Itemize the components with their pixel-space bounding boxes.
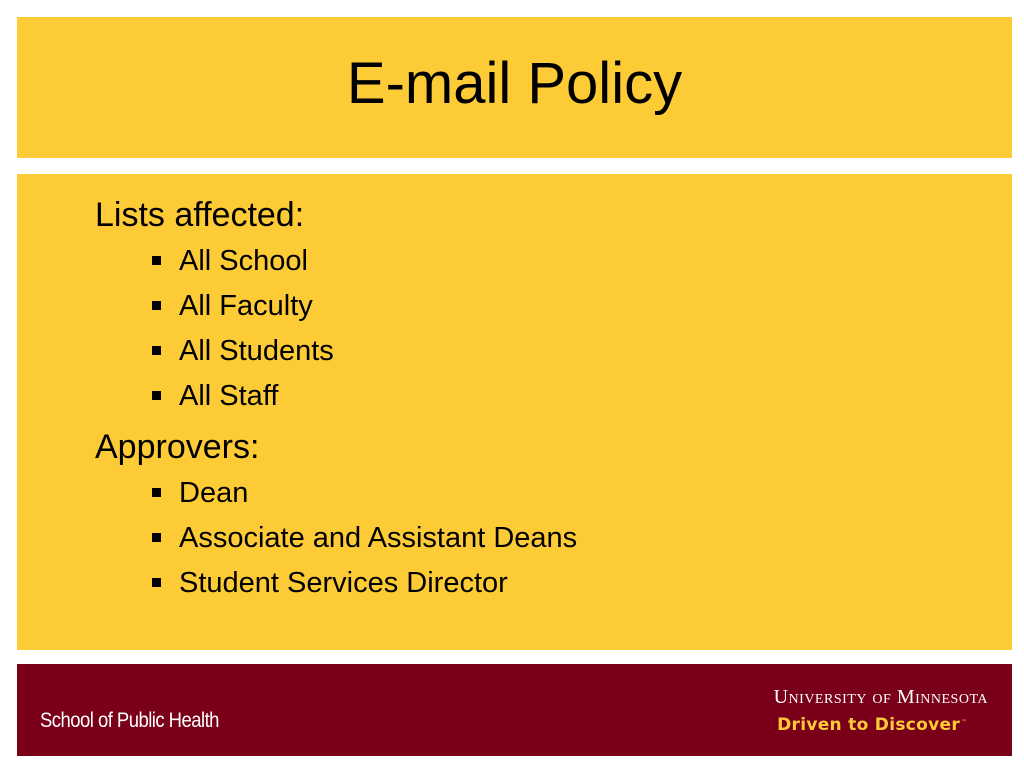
title-band [17,17,1012,158]
footer-band [17,664,1012,756]
university-wordmark: University of Minnesota [773,686,988,708]
list-item [152,524,577,553]
square-bullet-icon [152,391,161,400]
section-heading-lists: Lists affected: [95,196,305,234]
content-band [17,174,1012,650]
tagline: Driven to Discover [777,715,960,735]
list-item-label: All Faculty [179,290,313,322]
list-item [152,569,508,598]
square-bullet-icon [152,533,161,542]
list-item-label: All Students [179,335,334,367]
school-name: School of Public Health [40,709,219,732]
square-bullet-icon [152,256,161,265]
list-item-label: Student Services Director [179,567,508,599]
square-bullet-icon [152,301,161,310]
list-item [152,479,248,508]
list-item [152,292,313,321]
list-item-label: All Staff [179,380,279,412]
list-item [152,382,278,411]
list-item-label: Associate and Assistant Deans [179,522,578,554]
square-bullet-icon [152,488,161,497]
square-bullet-icon [152,578,161,587]
section-heading-approvers: Approvers: [95,428,260,466]
list-item-label: All School [179,245,308,277]
trademark-mark: ™ [961,719,967,726]
slide-title: E-mail Policy [346,50,683,116]
square-bullet-icon [152,346,161,355]
list-item [152,337,334,366]
list-item [152,247,308,276]
list-item-label: Dean [179,477,249,509]
